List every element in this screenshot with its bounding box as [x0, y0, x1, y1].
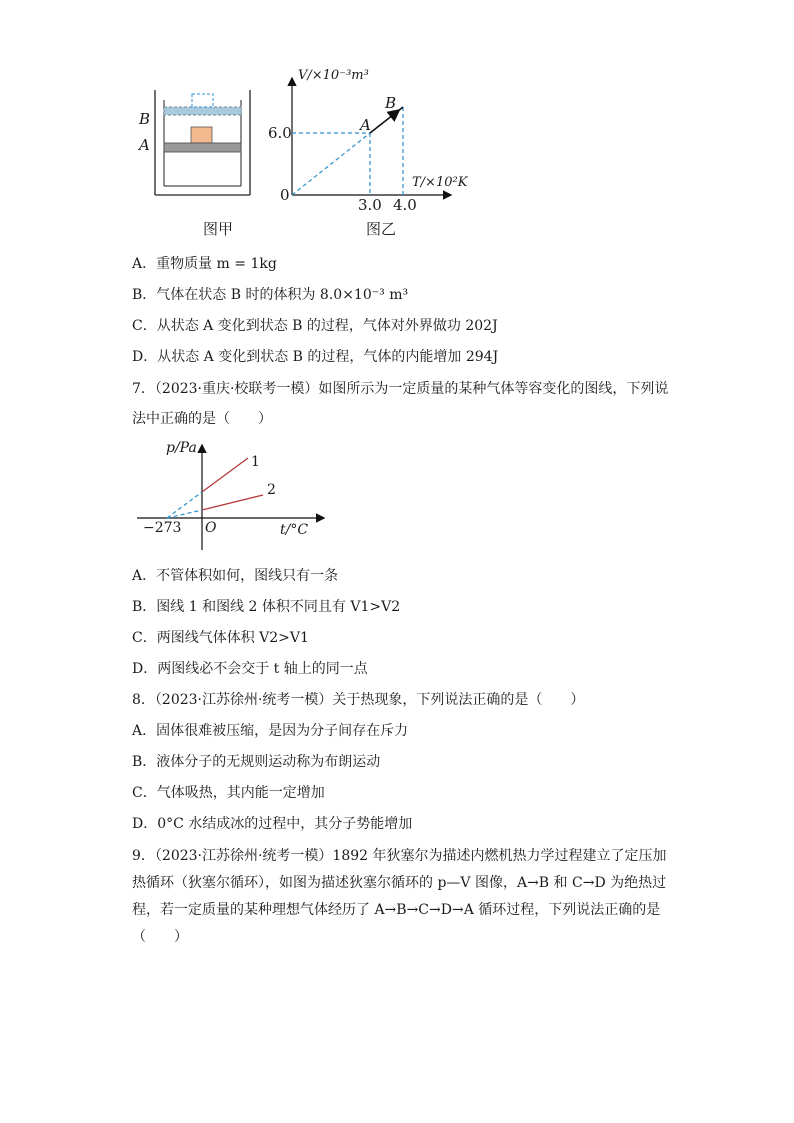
v-tick: 6.0: [268, 124, 292, 142]
neg273-tick: −273: [143, 520, 182, 536]
line-2-label: 2: [267, 482, 276, 498]
q6-option-b: B．气体在状态 B 时的体积为 8.0×10⁻³ m³: [132, 287, 409, 303]
q7-option-c: C．两图线气体体积 V2>V1: [132, 630, 309, 646]
point-a-label: A: [360, 116, 371, 134]
q7-option-d: D．两图线必不会交于 t 轴上的同一点: [132, 661, 368, 677]
caption-left: 图甲: [203, 220, 234, 238]
p-axis-label: p/Pa: [166, 440, 197, 456]
t-celsius-label: t/°C: [280, 522, 309, 538]
q7-option-b: B．图线 1 和图线 2 体积不同且有 V1>V2: [132, 599, 401, 615]
q8-option-a: A．固体很难被压缩，是因为分子间存在斥力: [132, 723, 409, 739]
weight-block: [191, 127, 212, 143]
t-axis-label: T/×10²K: [412, 175, 468, 190]
origin-o: O: [205, 520, 217, 536]
q8-stem: 8．（2023·江苏徐州·统考一模）关于热现象，下列说法正确的是（ ）: [132, 692, 585, 708]
q7-option-a: A．不管体积如何，图线只有一条: [132, 568, 339, 584]
q7-stem-line2: 法中正确的是（ ）: [132, 411, 272, 427]
q6-option-d: D．从状态 A 变化到状态 B 的过程，气体的内能增加 294J: [132, 349, 499, 365]
caption-right: 图乙: [366, 220, 397, 238]
label-b: B: [139, 110, 151, 128]
graph-line-1: [202, 458, 248, 492]
v-axis-label: V/×10⁻³m³: [298, 68, 369, 83]
t-tick-2: 4.0: [393, 196, 417, 214]
label-a: A: [139, 136, 150, 154]
q6-option-c: C．从状态 A 变化到状态 B 的过程，气体对外界做功 202J: [132, 318, 498, 334]
q9-stem: 9．（2023·江苏徐州·统考一模）1892 年狄塞尔为描述内燃机热力学过程建立了定压加热循环（狄塞尔循环），如图为描述狄塞尔循环的 p—V 图像，A→B 和 C→D 为绝热过程，若一定质量的某种理想气体经历了 A→B→C→D→A 循环过程，下列说法正确的是（ ）: [132, 848, 667, 945]
cylinder-figure: [130, 85, 270, 200]
q8-option-d: D．0°C 水结成冰的过程中，其分子势能增加: [132, 816, 413, 832]
line-1-label: 1: [251, 454, 260, 470]
point-b-label: B: [385, 94, 397, 112]
q7-stem-line1: 7．（2023·重庆·校联考一模）如图所示为一定质量的某种气体等容变化的图线，下列说: [132, 381, 669, 397]
t-tick-1: 3.0: [358, 196, 382, 214]
q8-option-b: B．液体分子的无规则运动称为布朗运动: [132, 754, 381, 770]
origin-to-a-dashed: [292, 133, 370, 195]
a-to-b-arrow: [370, 111, 398, 133]
vt-graph: [270, 65, 490, 215]
piston-position-b: [164, 107, 241, 115]
q8-option-c: C．气体吸热，其内能一定增加: [132, 785, 325, 801]
graph-line-2: [202, 495, 263, 510]
graph-origin: 0: [280, 186, 290, 204]
piston-position-a: [164, 143, 241, 152]
line-2-dashed: [167, 510, 202, 518]
q6-option-a: A．重物质量 m = 1kg: [132, 256, 277, 272]
weight-dashed: [192, 94, 213, 107]
